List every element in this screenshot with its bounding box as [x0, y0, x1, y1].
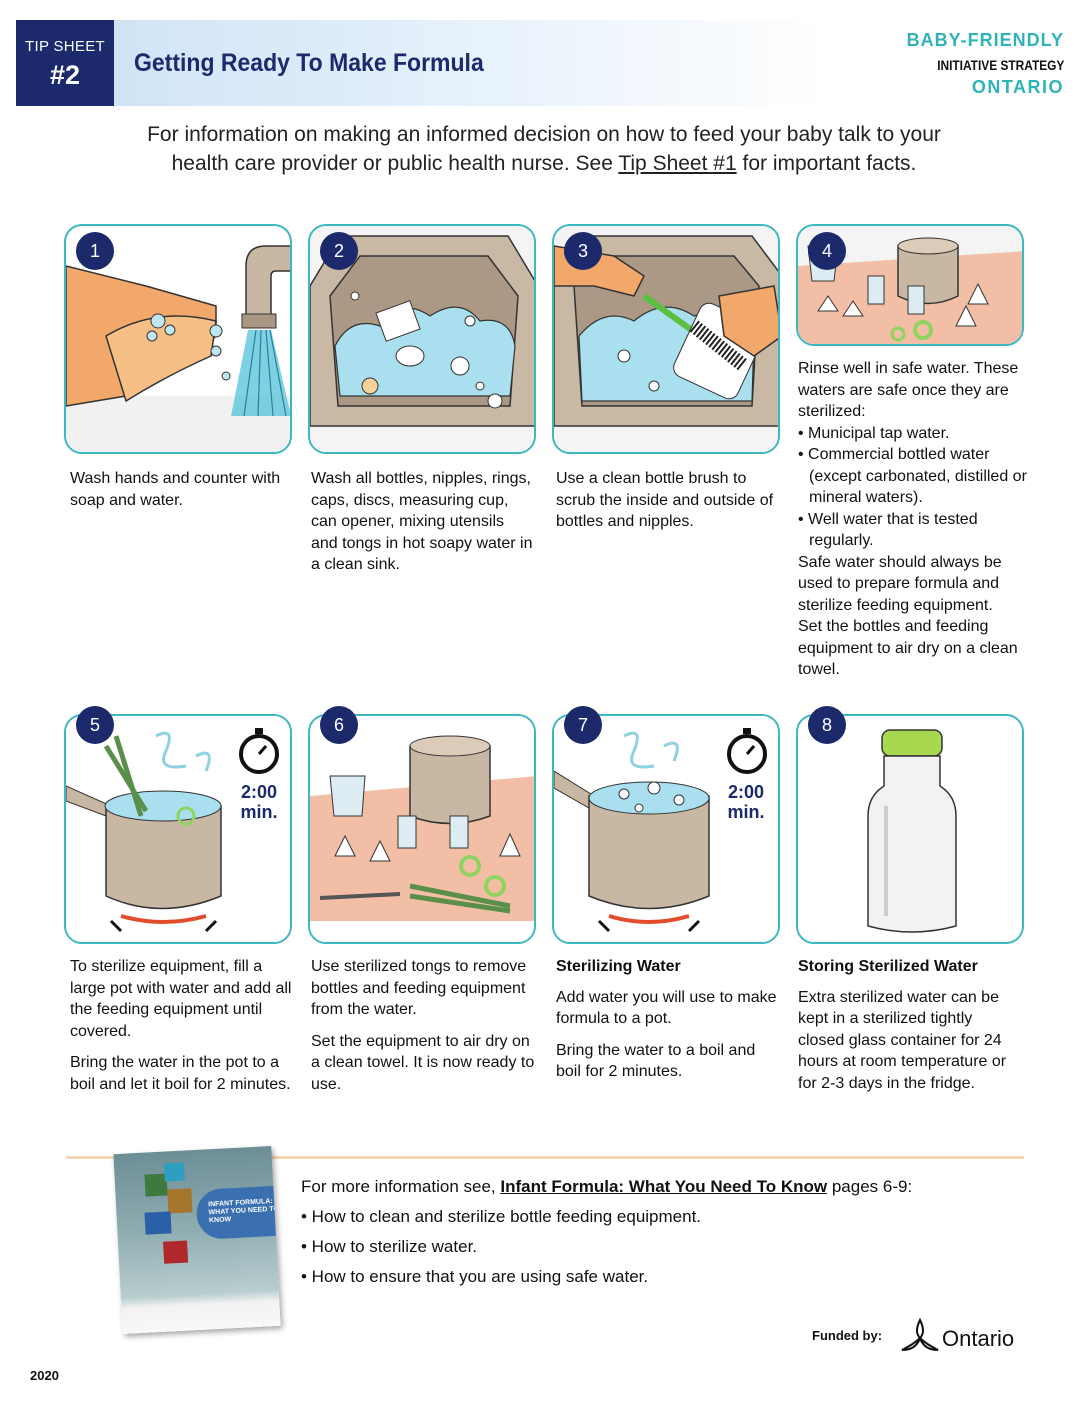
intro-line2-post: for important facts.	[736, 152, 917, 175]
more-info-pre: For more information see,	[301, 1177, 501, 1196]
bfi-logo	[907, 30, 1064, 98]
tongs-drying-illustration	[310, 716, 536, 944]
step-4-water-list	[798, 423, 1038, 552]
booklet-blocks-graphic	[113, 1146, 280, 1334]
bfi-line1: BABY-FRIENDLY	[906, 30, 1064, 50]
step-7-heading: Sterilizing Water	[556, 958, 681, 975]
step-1-text: Wash hands and counter with soap and water.	[70, 470, 281, 509]
glass-container-illustration	[798, 716, 1024, 944]
step-2-text: Wash all bottles, nipples, rings, caps, discs, measuring cup, can opener, mixing utensils and tongs in hot soapy water in a clean sink.	[311, 470, 533, 573]
bfi-line2: INITIATIVE STRATEGY	[936, 57, 1064, 73]
step-5-text	[70, 956, 294, 1105]
step-5-timer-value: 2:00	[240, 782, 278, 802]
boiling-water-illustration	[554, 716, 780, 944]
step-4-safe-water: Safe water should always be used to prepare formula and sterilize feeding equipment.	[798, 553, 1002, 614]
more-info-line	[301, 1172, 912, 1202]
publication-year: 2020	[30, 1368, 59, 1383]
step-5-para1: To sterilize equipment, fill a large pot with water and add all the feeding equipment until covered.	[70, 958, 292, 1040]
step-7-card	[552, 714, 780, 944]
step-6-para1: Use sterilized tongs to remove bottles and feeding equipment from the water.	[311, 958, 527, 1018]
step-8-text	[798, 956, 1022, 1104]
step-4-air-dry: Set the bottles and feeding equipment to air dry on a clean towel.	[798, 618, 1018, 678]
list-item: • How to clean and sterilize bottle feeding equipment.	[301, 1207, 702, 1226]
funded-by-label: Funded by:	[812, 1328, 883, 1343]
step-5-timer	[226, 782, 292, 822]
step-5-card	[64, 714, 292, 944]
step-7-para2: Bring the water to a boil and boil for 2 minutes.	[556, 1041, 756, 1080]
step-5-para2: Bring the water in the pot to a boil and let it boil for 2 minutes.	[70, 1054, 291, 1093]
list-item: • Commercial bottled water (except carbonated, distilled or mineral waters).	[798, 446, 1027, 506]
step-2-number: 2	[320, 232, 358, 270]
step-4-text	[798, 358, 1038, 681]
step-6-number: 6	[320, 706, 358, 744]
tip-sheet-label: TIP SHEET	[25, 38, 105, 55]
ontario-wordmark: Ontario	[942, 1326, 1015, 1351]
more-info	[301, 1172, 912, 1292]
trillium-icon	[898, 1316, 942, 1360]
booklet-cover-image	[113, 1146, 280, 1334]
list-item: • Municipal tap water.	[798, 424, 950, 442]
step-7-number: 7	[564, 706, 602, 744]
step-7-timer-value: 2:00	[727, 782, 765, 802]
header	[16, 20, 1088, 106]
step-7-timer	[713, 782, 779, 822]
step-7-text	[556, 956, 780, 1093]
list-item: • How to ensure that you are using safe water.	[301, 1267, 649, 1286]
step-7-timer-unit: min.	[727, 802, 765, 822]
step-4-intro: Rinse well in safe water. These waters are safe once they are sterilized:	[798, 360, 1019, 420]
list-item: • How to sterilize water.	[301, 1237, 478, 1256]
step-3-text: Use a clean bottle brush to scrub the inside and outside of bottles and nipples.	[556, 470, 774, 530]
intro-line1: For information on making an informed decision on how to feed your baby talk to your	[147, 123, 941, 146]
booklet-title: INFANT FORMULA: WHAT YOU NEED TO KNOW	[195, 1186, 280, 1240]
step-8-card	[796, 714, 1024, 944]
tip-sheet-1-link[interactable]: Tip Sheet #1	[618, 152, 737, 175]
step-5-timer-unit: min.	[240, 802, 278, 822]
list-item: • Well water that is tested regularly.	[798, 510, 978, 549]
step-6-text	[311, 956, 535, 1105]
intro-line2	[0, 149, 1088, 178]
step-7-para1: Add water you will use to make formula to a pot.	[556, 988, 777, 1027]
infant-formula-link[interactable]: Infant Formula: What You Need To Know	[500, 1177, 828, 1196]
tip-sheet-number: #2	[49, 60, 81, 90]
boiling-equipment-illustration	[66, 716, 292, 944]
page-title: Getting Ready To Make Formula	[134, 49, 484, 77]
step-4-number: 4	[808, 232, 846, 270]
step-6-card	[308, 714, 536, 944]
bfi-line3: ONTARIO	[971, 77, 1064, 97]
intro-text	[0, 120, 1088, 178]
step-3-number: 3	[564, 232, 602, 270]
step-8-heading: Storing Sterilized Water	[798, 958, 978, 975]
tip-sheet-badge	[16, 20, 114, 106]
ontario-logo	[898, 1316, 1028, 1360]
intro-line2-pre: health care provider or public health nurse. See	[171, 152, 619, 175]
step-8-number: 8	[808, 706, 846, 744]
step-1-number: 1	[76, 232, 114, 270]
more-info-post: pages 6-9:	[827, 1177, 913, 1196]
step-8-para1: Extra sterilized water can be kept in a sterilized tightly closed glass container for 24 hours at room temperature or for 2-3 days in the fridge.	[798, 988, 1007, 1092]
step-6-para2: Set the equipment to air dry on a clean towel. It is now ready to use.	[311, 1032, 535, 1093]
step-5-number: 5	[76, 706, 114, 744]
